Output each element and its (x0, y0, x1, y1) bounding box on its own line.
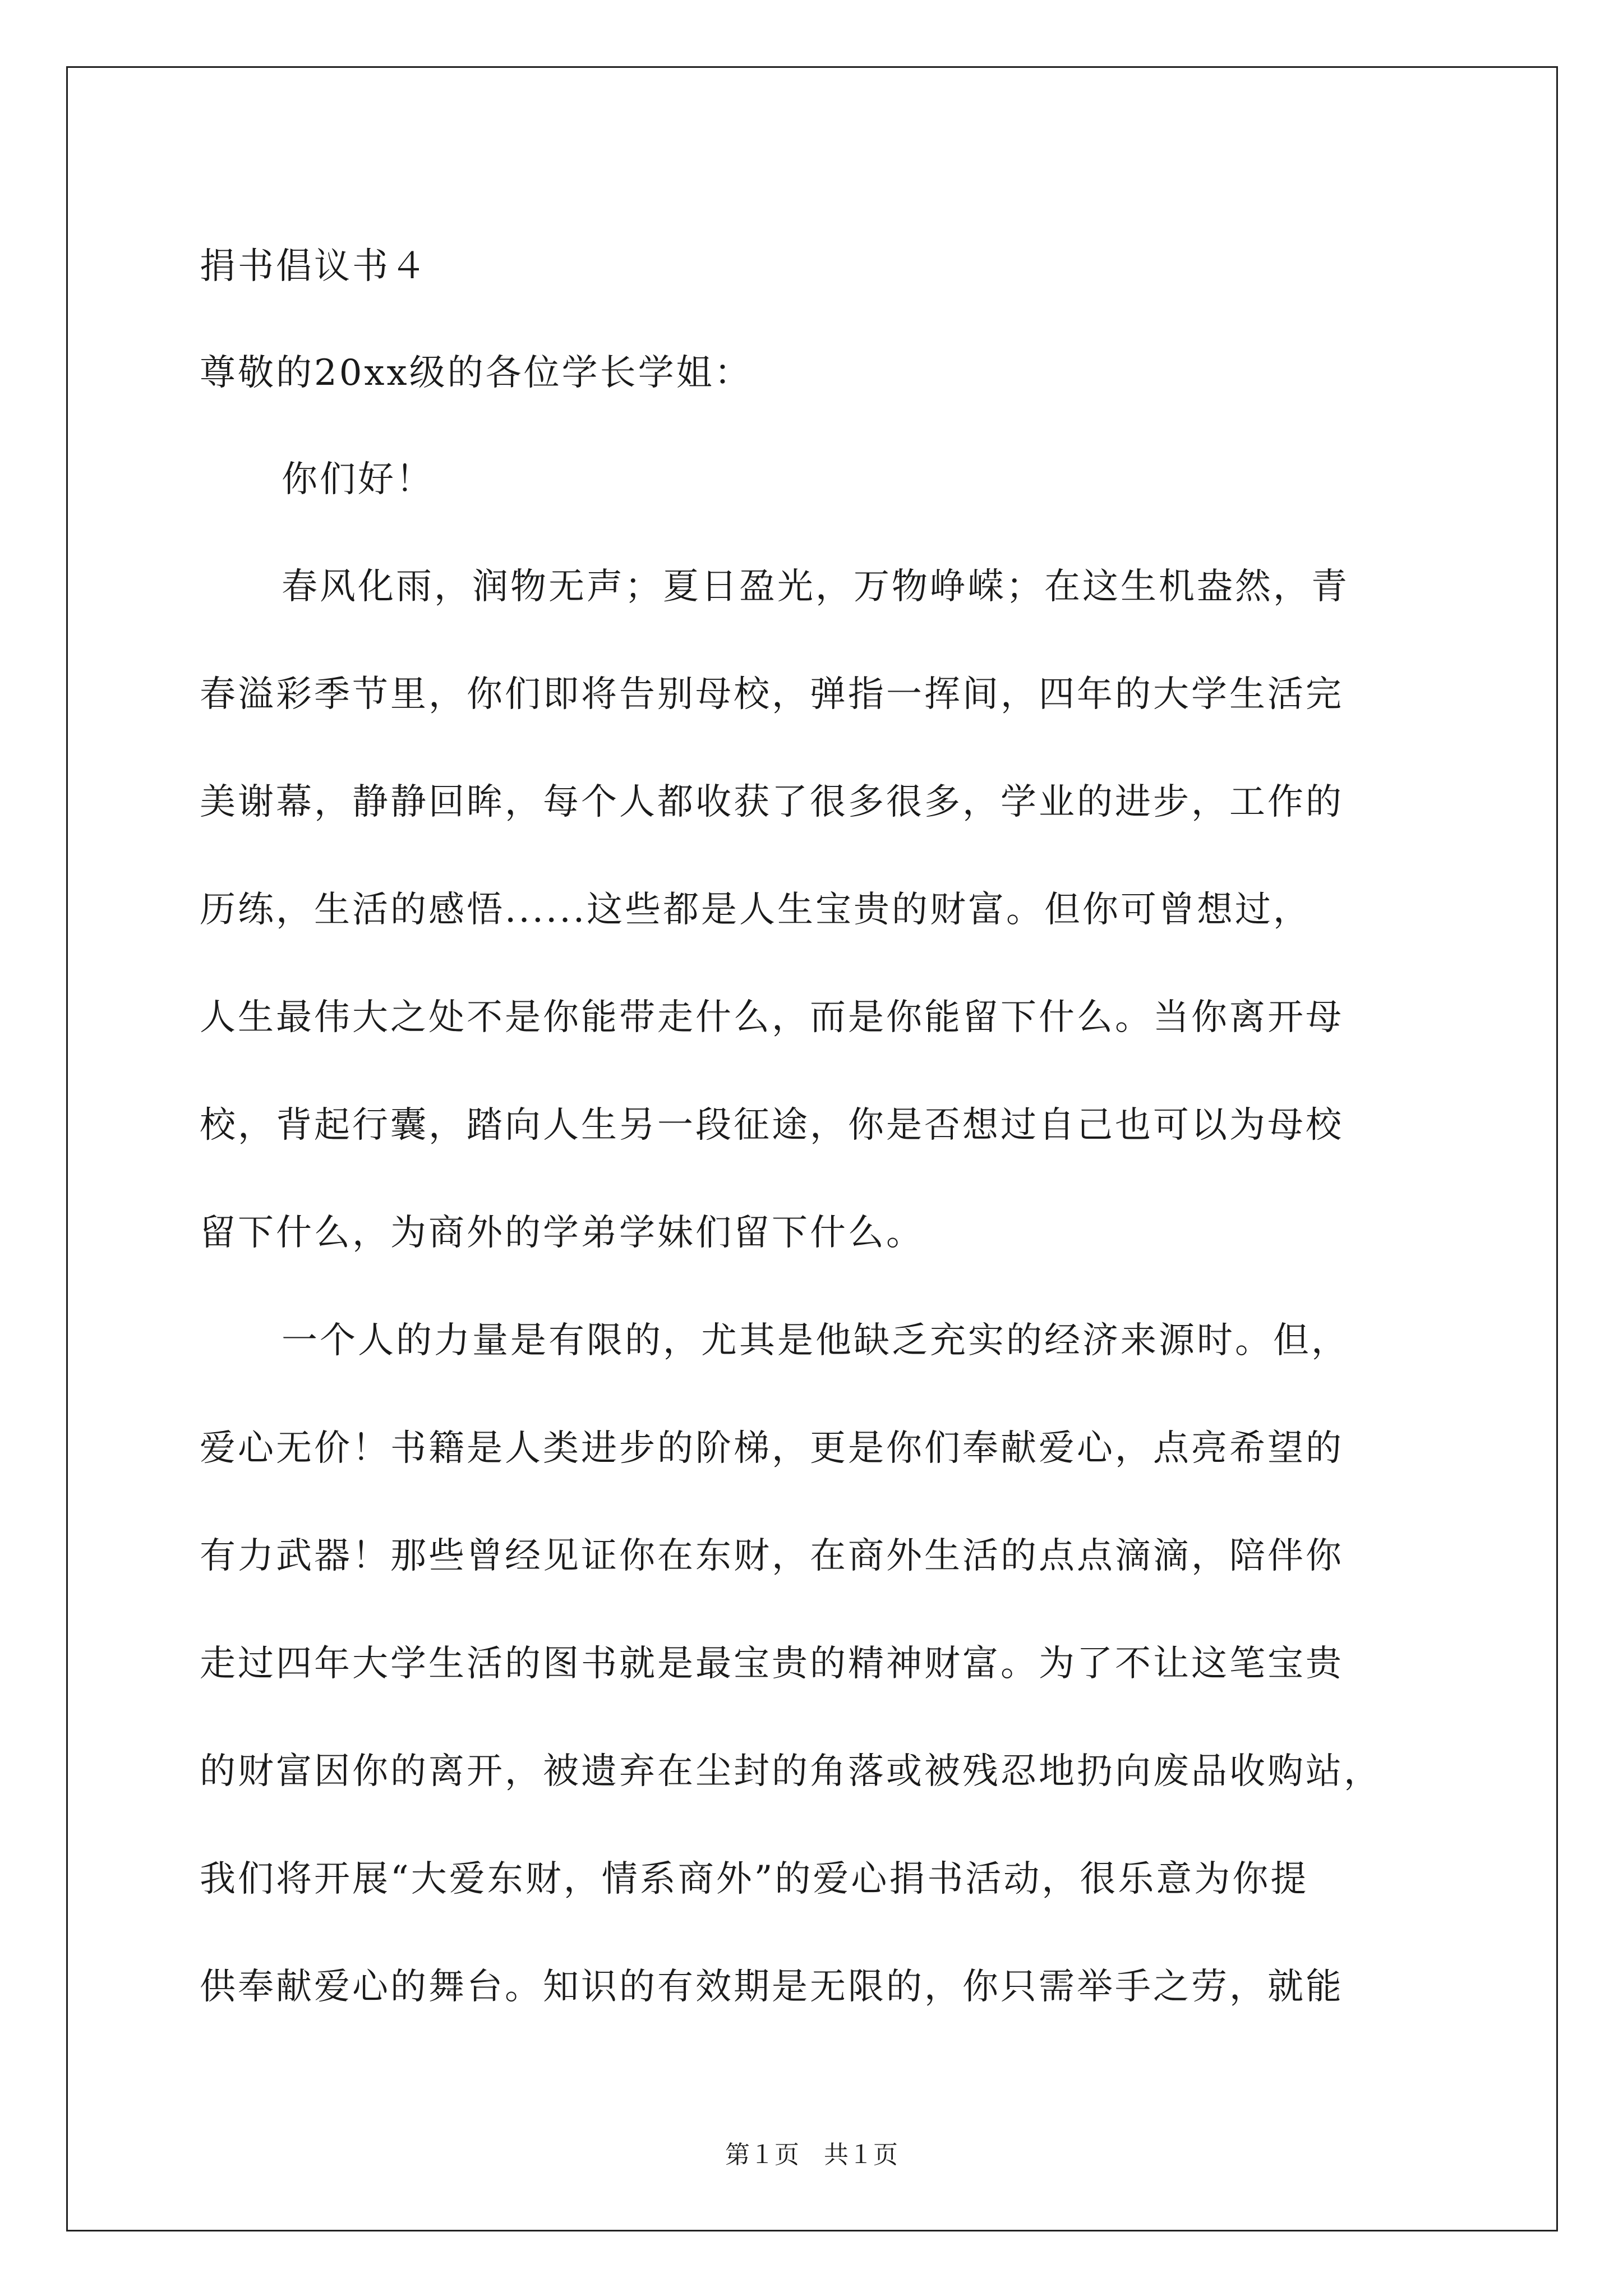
paragraph-2-line-1: 一个人的力量是有限的，尤其是他缺乏充实的经济来源时。但， (282, 1320, 1349, 1361)
greeting: 你们好！ (282, 459, 434, 500)
document-body (200, 213, 1433, 2041)
paragraph-2-line-7: 供奉献爱心的舞台。知识的有效期是无限的，你只需举手之劳，就能 (200, 1966, 1344, 2008)
document-title: 捐书倡议书４ (200, 246, 428, 287)
paragraph-2-line-3: 有力武器！那些曾经见证你在东财，在商外生活的点点滴滴，陪伴你 (200, 1535, 1344, 1577)
paragraph-1-line-6: 校，背起行囊，踏向人生另一段征途，你是否想过自己也可以为母校 (200, 1105, 1344, 1146)
paragraph-1-line-4: 历练，生活的感悟......这些都是人生宝贵的财富。但你可曾想过， (200, 889, 1312, 931)
paragraph-2-line-2: 爱心无价！书籍是人类进步的阶梯，更是你们奉献爱心，点亮希望的 (200, 1428, 1344, 1469)
salutation: 尊敬的20xx级的各位学长学姐： (200, 352, 753, 394)
paragraph-1-line-7: 留下什么，为商外的学弟学妹们留下什么。 (200, 1212, 924, 1254)
paragraph-2-line-6: 我们将开展“大爱东财，情系商外”的爱心捐书活动，很乐意为你提 (200, 1858, 1309, 1900)
page-footer: 第１页 共１页 (725, 2141, 898, 2169)
paragraph-2-line-5: 的财富因你的离开，被遗弃在尘封的角落或被残忍地扔向废品收购站， (200, 1751, 1382, 1792)
paragraph-1-line-3: 美谢幕，静静回眸，每个人都收获了很多很多，学业的进步，工作的 (200, 781, 1344, 823)
paragraph-1-line-2: 春溢彩季节里，你们即将告别母校，弹指一挥间，四年的大学生活完 (200, 674, 1344, 715)
paragraph-1-line-1: 春风化雨，润物无声；夏日盈光，万物峥嵘；在这生机盎然，青 (282, 566, 1349, 608)
paragraph-2-line-4: 走过四年大学生活的图书就是最宝贵的精神财富。为了不让这笔宝贵 (200, 1643, 1344, 1685)
paragraph-1-line-5: 人生最伟大之处不是你能带走什么，而是你能留下什么。当你离开母 (200, 997, 1344, 1038)
